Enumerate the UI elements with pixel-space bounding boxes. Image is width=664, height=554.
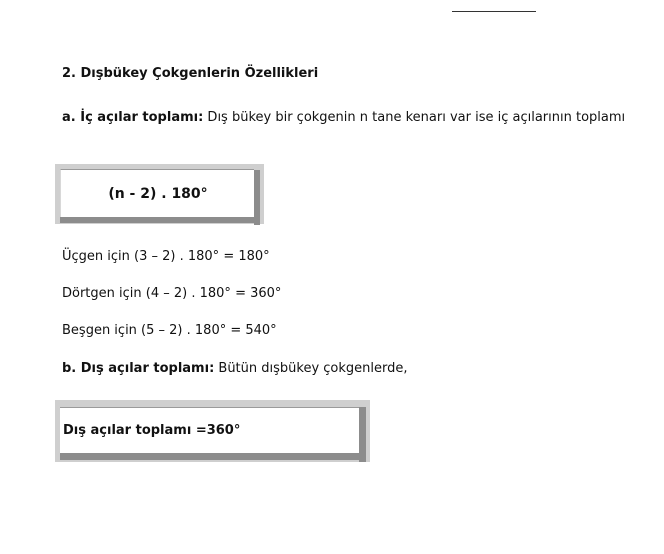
exterior-angles-label: b. Dış açılar toplamı: [62, 361, 215, 376]
result-text: Dış açılar toplamı =360° [63, 423, 241, 438]
example-quadrilateral: Dörtgen için (4 – 2) . 180° = 360° [62, 286, 282, 301]
result-shadow-bottom [60, 453, 366, 460]
formula-shadow [60, 217, 260, 223]
formula-box [55, 164, 264, 224]
interior-angles-text: Dış bükey bir çokgenin n tane kenarı var ise iç açılarının toplamı [203, 110, 626, 125]
interior-angles-paragraph [62, 109, 632, 126]
example-triangle: Üçgen için (3 – 2) . 180° = 180° [62, 249, 270, 264]
exterior-angles-paragraph [62, 361, 408, 376]
section-heading: 2. Dışbükey Çokgenlerin Özellikleri [62, 66, 319, 81]
result-panel [60, 407, 359, 453]
example-pentagon: Beşgen için (5 – 2) . 180° = 540° [62, 323, 277, 338]
result-box [55, 400, 370, 462]
interior-angles-label: a. İç açılar toplamı: [62, 110, 204, 125]
top-divider-line [452, 11, 536, 12]
exterior-angles-text: Bütün dışbükey çokgenlerde, [214, 361, 408, 376]
formula-panel [60, 169, 254, 217]
formula-text: (n - 2) . 180° [108, 186, 208, 202]
